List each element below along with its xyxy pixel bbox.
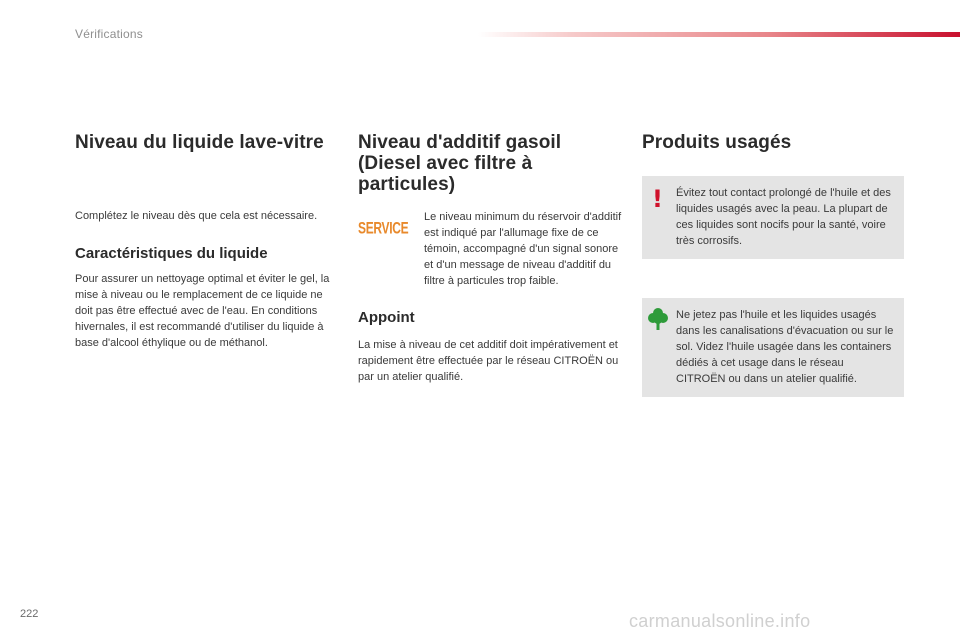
service-warning-icon: SERVICE — [358, 218, 409, 238]
column-used-products — [642, 132, 904, 397]
column-diesel-additive — [358, 132, 623, 385]
refill-text: La mise à niveau de cet additif doit impérativement et rapidement être effectuée par le réseau CITROËN ou par un atelier qualifié. — [358, 339, 619, 383]
fluid-characteristics-title: Caractéristiques du liquide — [75, 245, 268, 262]
environment-text: Ne jetez pas l'huile et les liquides usagés dans les canalisations d'évacuation ou sur le sol. Videz l'huile usagée dans les containers dédiés à cet usage dans le réseau CITROËN ou dans un atelier qualifié. — [676, 309, 894, 385]
washer-fluid-title: Niveau du liquide lave-vitre — [75, 132, 324, 153]
service-warning-text: Le niveau minimum du réservoir d'additif est indiqué par l'allumage fixe de ce témoin, accompagné d'un signal sonore et d'un message de niveau d'additif du filtre à particules trop faible. — [424, 211, 622, 287]
warning-text: Évitez tout contact prolongé de l'huile et des liquides usagés avec la peau. La plupart de ces liquides sont nocifs pour la santé, voire très corrosifs. — [676, 187, 891, 247]
used-products-title: Produits usagés — [642, 132, 792, 153]
diesel-additive-title: Niveau d'additif gasoil (Diesel avec filtre à particules) — [358, 132, 562, 195]
column-washer-fluid — [75, 132, 337, 351]
refill-title: Appoint — [358, 309, 415, 326]
watermark: carmanualsonline.info — [629, 611, 811, 631]
environment-box — [642, 298, 904, 397]
service-warning-row — [358, 209, 623, 289]
washer-fluid-intro: Complétez le niveau dès que cela est nécessaire. — [75, 210, 318, 222]
header-bar — [478, 32, 960, 37]
exclamation-icon: ! — [652, 185, 663, 213]
tree-icon — [648, 307, 668, 331]
section-header: Vérifications — [75, 27, 143, 41]
warning-box — [642, 176, 904, 259]
page-number: 222 — [20, 608, 39, 620]
fluid-characteristics-text: Pour assurer un nettoyage optimal et éviter le gel, la mise à niveau ou le remplacement de ce liquide ne doit pas être effectué avec de l'eau. En conditions hivernales, il est recommandé d'utiliser du liquide à base d'alcool éthylique ou de méthanol. — [75, 273, 330, 349]
